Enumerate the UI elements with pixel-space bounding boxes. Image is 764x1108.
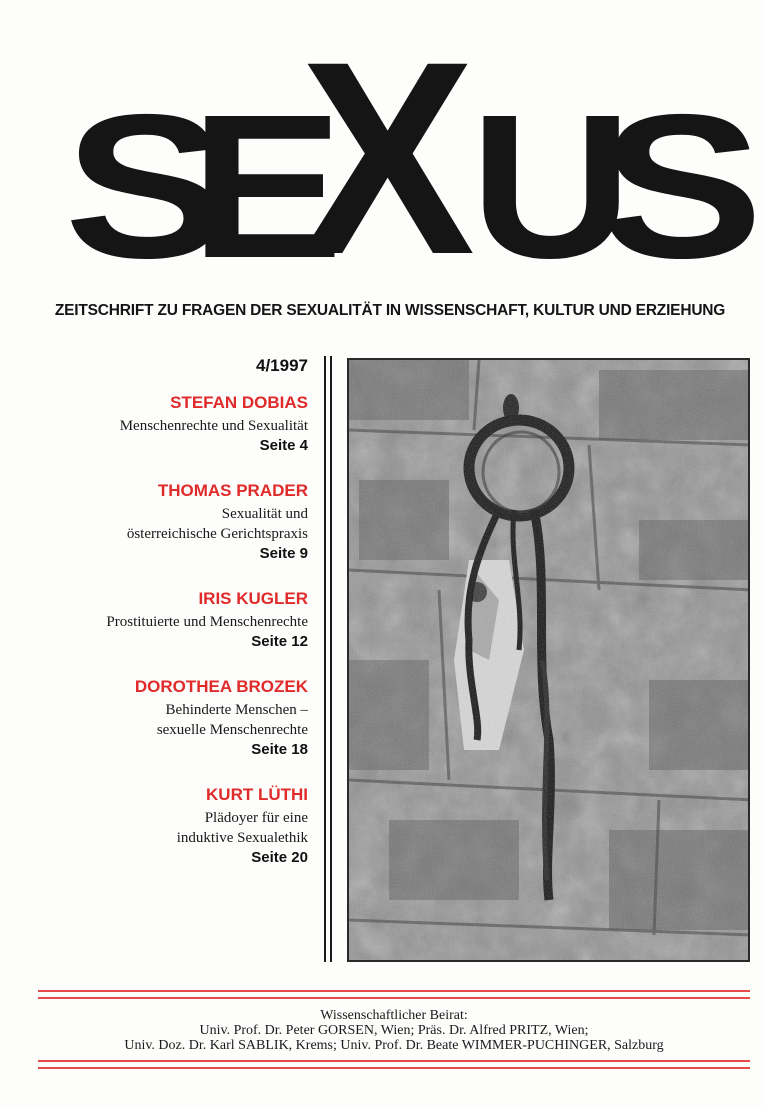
article-entry [40,677,308,758]
article-title: Menschenrechte und Sexualität [119,418,308,434]
article-page: Seite 20 [251,849,308,866]
article-title: Sexualität und [221,506,308,522]
cover-photo-illustration [349,360,750,962]
article-page: Seite 4 [259,437,308,454]
bottom-rule-2 [38,1067,750,1069]
article-entry [40,785,308,866]
article-title-line-2: österreichische Gerichtspraxis [126,526,308,542]
article-author: DOROTHEA BROZEK [134,677,308,696]
article-entry [40,481,308,562]
article-title: Prostituierte und Menschenrechte [106,614,308,630]
article-title-line-2: sexuelle Menschenrechte [156,722,308,738]
divider-line-right [330,356,332,962]
logo-letter-s: S [64,71,228,301]
logo-letter-u: U [470,71,633,301]
advisory-board-heading: Wissenschaftlicher Beirat: [320,1008,468,1023]
article-author: KURT LÜTHI [206,785,308,804]
issue-number: 4/1997 [256,356,308,375]
article-author: THOMAS PRADER [157,481,308,500]
article-page: Seite 12 [251,633,308,650]
logo-letter-x: X [300,3,476,312]
advisory-board-line-2: Univ. Doz. Dr. Karl SABLIK, Krems; Univ. Prof. Dr. Beate WIMMER-PUCHINGER, Salzburg [124,1038,664,1053]
article-author: IRIS KUGLER [198,589,308,608]
article-title: Plädoyer für eine [204,810,308,826]
article-entry [40,589,308,650]
cover-photo [347,358,750,962]
article-author: STEFAN DOBIAS [170,393,308,412]
advisory-board-line-1: Univ. Prof. Dr. Peter GORSEN, Wien; Präs. Dr. Alfred PRITZ, Wien; [199,1023,589,1038]
article-entry [40,393,308,454]
article-title: Behinderte Menschen – [165,702,308,718]
magazine-subtitle: ZEITSCHRIFT ZU FRAGEN DER SEXUALITÄT IN WISSENSCHAFT, KULTUR UND ERZIEHUNG [54,302,726,319]
logo-letter-e: E [190,71,344,301]
table-of-contents [40,356,308,893]
article-page: Seite 9 [259,545,308,562]
article-page: Seite 18 [251,741,308,758]
logo-letter-s-final: S [600,71,764,301]
article-title-line-2: induktive Sexualethik [176,830,308,846]
advisory-board [38,1008,750,1053]
top-rule-2 [38,997,750,999]
divider-line-left [324,356,326,962]
bottom-rule-1 [38,1060,750,1062]
top-rule-1 [38,990,750,992]
